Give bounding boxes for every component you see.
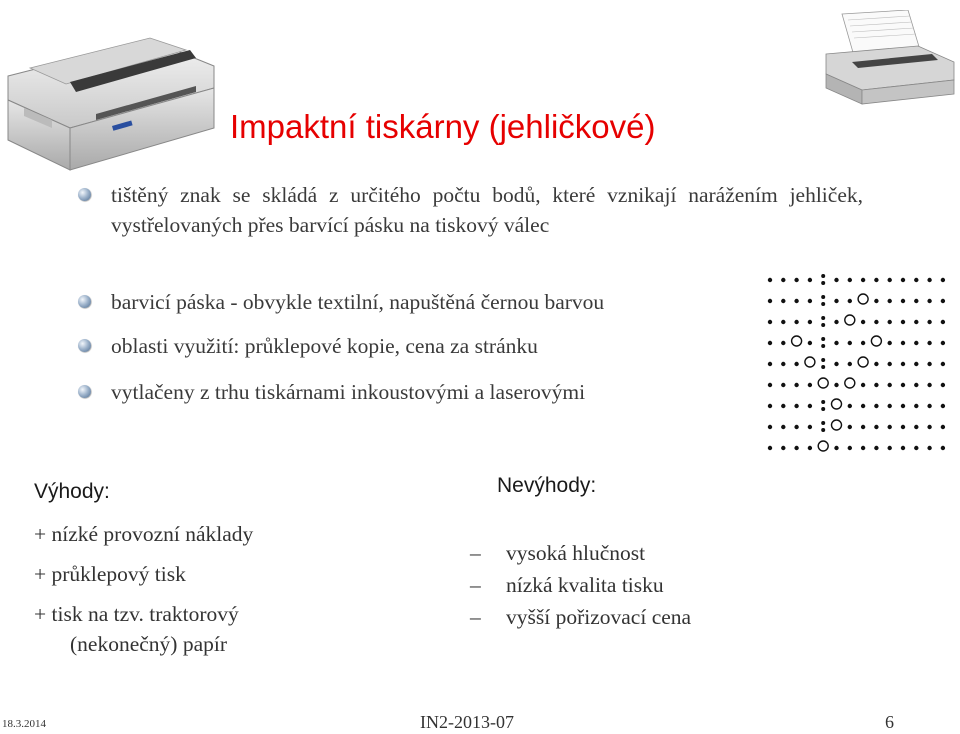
matrix-dot — [848, 299, 852, 303]
sphere-bullet-icon — [78, 188, 91, 201]
pros-item-continuation: (nekonečný) papír — [70, 632, 227, 656]
matrix-dot — [821, 281, 825, 285]
dot-matrix-printer-image — [0, 28, 220, 178]
matrix-dot — [914, 446, 918, 450]
matrix-dot — [794, 320, 798, 324]
matrix-dot — [888, 278, 892, 282]
matrix-ring — [832, 420, 842, 430]
matrix-dot — [874, 320, 878, 324]
matrix-dot — [874, 299, 878, 303]
matrix-ring — [871, 336, 881, 346]
slide-title — [230, 108, 790, 146]
pros-item: + tisk na tzv. traktorový — [34, 602, 239, 626]
cons-item: – vyšší pořizovací cena — [470, 602, 691, 634]
matrix-dot — [781, 278, 785, 282]
title-main: Impaktní tiskárny — [230, 108, 489, 145]
dash-marker: – — [470, 605, 481, 629]
matrix-dot — [821, 323, 825, 327]
matrix-dot — [874, 278, 878, 282]
matrix-dot — [901, 362, 905, 366]
matrix-dot — [781, 341, 785, 345]
matrix-dot — [808, 299, 812, 303]
pros-item: + nízké provozní náklady — [34, 522, 254, 546]
matrix-dot — [914, 320, 918, 324]
matrix-dot — [927, 425, 931, 429]
matrix-dot — [914, 383, 918, 387]
matrix-dot — [821, 407, 825, 411]
matrix-dot — [768, 425, 772, 429]
matrix-dot — [901, 446, 905, 450]
sphere-bullet-icon — [78, 339, 91, 352]
matrix-ring — [805, 357, 815, 367]
matrix-dot — [901, 383, 905, 387]
matrix-dot — [821, 365, 825, 369]
matrix-dot — [781, 404, 785, 408]
matrix-dot — [821, 337, 825, 341]
matrix-ring — [858, 294, 868, 304]
matrix-dot — [888, 320, 892, 324]
matrix-dot — [901, 278, 905, 282]
pros-list — [34, 519, 253, 669]
matrix-dot — [914, 278, 918, 282]
matrix-dot — [821, 400, 825, 404]
matrix-dot — [848, 404, 852, 408]
bullet-text: oblasti využití: průklepové kopie, cena za stránku — [111, 334, 538, 358]
matrix-dot — [861, 446, 865, 450]
footer-date: 18.3.2014 — [2, 718, 46, 730]
dash-marker: – — [470, 573, 481, 597]
matrix-dot — [941, 404, 945, 408]
matrix-dot — [794, 383, 798, 387]
sphere-bullet-icon — [78, 385, 91, 398]
matrix-dot — [874, 383, 878, 387]
matrix-dot — [888, 446, 892, 450]
matrix-ring — [858, 357, 868, 367]
matrix-dot — [768, 446, 772, 450]
matrix-dot — [768, 299, 772, 303]
matrix-dot — [848, 278, 852, 282]
matrix-dot — [808, 341, 812, 345]
printer-with-paper-image — [822, 10, 958, 106]
matrix-dot — [794, 278, 798, 282]
matrix-dot — [808, 425, 812, 429]
matrix-dot — [834, 446, 838, 450]
matrix-dot — [941, 320, 945, 324]
matrix-dot — [768, 404, 772, 408]
matrix-dot — [861, 425, 865, 429]
matrix-dot — [914, 299, 918, 303]
matrix-dot — [821, 428, 825, 432]
matrix-dot — [927, 320, 931, 324]
matrix-dot — [901, 425, 905, 429]
matrix-dot — [927, 278, 931, 282]
matrix-dot — [914, 425, 918, 429]
matrix-dot — [927, 299, 931, 303]
matrix-dot — [821, 274, 825, 278]
matrix-dot — [834, 341, 838, 345]
matrix-dot — [848, 425, 852, 429]
matrix-dot — [848, 446, 852, 450]
matrix-dot — [874, 362, 878, 366]
matrix-ring — [845, 315, 855, 325]
cons-item: – vysoká hlučnost — [470, 538, 691, 570]
page-number: 6 — [885, 712, 894, 732]
matrix-ring — [818, 378, 828, 388]
matrix-dot — [888, 299, 892, 303]
matrix-dot — [768, 278, 772, 282]
matrix-dot — [874, 404, 878, 408]
matrix-dot — [941, 278, 945, 282]
matrix-dot — [781, 299, 785, 303]
matrix-dot — [888, 362, 892, 366]
matrix-dot — [768, 362, 772, 366]
title-parenthetical: (jehličkové) — [488, 108, 656, 145]
matrix-dot — [888, 404, 892, 408]
matrix-dot — [834, 383, 838, 387]
bullet-text: barvicí páska - obvykle textilní, napuštěná černou barvou — [111, 290, 605, 314]
matrix-dot — [927, 362, 931, 366]
matrix-dot — [901, 320, 905, 324]
matrix-dot — [794, 404, 798, 408]
matrix-dot — [781, 425, 785, 429]
matrix-dot — [781, 320, 785, 324]
matrix-dot — [808, 320, 812, 324]
matrix-dot — [834, 320, 838, 324]
matrix-dot — [834, 278, 838, 282]
matrix-dot — [768, 320, 772, 324]
matrix-dot — [808, 278, 812, 282]
matrix-dot — [821, 295, 825, 299]
matrix-dot — [768, 383, 772, 387]
matrix-dot — [834, 362, 838, 366]
matrix-dot — [781, 362, 785, 366]
matrix-dot — [821, 302, 825, 306]
matrix-dot — [821, 316, 825, 320]
matrix-dot — [888, 383, 892, 387]
matrix-dot — [927, 383, 931, 387]
cons-list — [470, 538, 691, 634]
matrix-dot — [927, 341, 931, 345]
footer-code: IN2-2013-07 — [420, 712, 514, 732]
matrix-dot — [794, 362, 798, 366]
matrix-dot — [874, 446, 878, 450]
matrix-dot — [901, 299, 905, 303]
matrix-dot — [927, 404, 931, 408]
dot-matrix-illustration — [764, 268, 960, 458]
matrix-ring — [845, 378, 855, 388]
sphere-bullet-icon — [78, 295, 91, 308]
matrix-dot — [861, 320, 865, 324]
bullet-text: tištěný znak se skládá z určitého počtu bodů, které vznikají narážením jehliček, vystřelovaných přes barvící pásku na tiskový válec — [111, 183, 863, 237]
matrix-dot — [941, 425, 945, 429]
pros-heading: Výhody: — [34, 480, 110, 503]
matrix-dot — [821, 421, 825, 425]
matrix-dot — [901, 341, 905, 345]
bullet-text: vytlačeny z trhu tiskárnami inkoustovými a laserovými — [111, 380, 586, 404]
matrix-dot — [927, 446, 931, 450]
matrix-dot — [941, 299, 945, 303]
matrix-ring — [818, 441, 828, 451]
matrix-dot — [794, 425, 798, 429]
matrix-dot — [941, 341, 945, 345]
pros-item: + průklepový tisk — [34, 562, 186, 586]
matrix-dot — [941, 362, 945, 366]
matrix-dot — [848, 362, 852, 366]
dash-marker: – — [470, 541, 481, 565]
matrix-dot — [861, 404, 865, 408]
matrix-dot — [781, 446, 785, 450]
matrix-dot — [941, 383, 945, 387]
matrix-dot — [914, 341, 918, 345]
matrix-dot — [821, 344, 825, 348]
matrix-dot — [781, 383, 785, 387]
cons-heading: Nevýhody: — [497, 474, 597, 497]
matrix-dot — [834, 299, 838, 303]
matrix-dot — [901, 404, 905, 408]
matrix-dot — [861, 383, 865, 387]
matrix-dot — [861, 341, 865, 345]
matrix-dot — [808, 383, 812, 387]
matrix-dot — [821, 358, 825, 362]
matrix-dot — [808, 446, 812, 450]
matrix-dot — [914, 404, 918, 408]
matrix-dot — [941, 446, 945, 450]
matrix-dot — [848, 341, 852, 345]
matrix-dot — [794, 446, 798, 450]
matrix-dot — [874, 425, 878, 429]
matrix-dot — [888, 425, 892, 429]
matrix-dot — [794, 299, 798, 303]
matrix-dot — [808, 404, 812, 408]
cons-item: – nízká kvalita tisku — [470, 570, 691, 602]
matrix-dot — [914, 362, 918, 366]
matrix-dot — [768, 341, 772, 345]
matrix-ring — [792, 336, 802, 346]
matrix-ring — [832, 399, 842, 409]
matrix-dot — [861, 278, 865, 282]
matrix-dot — [888, 341, 892, 345]
